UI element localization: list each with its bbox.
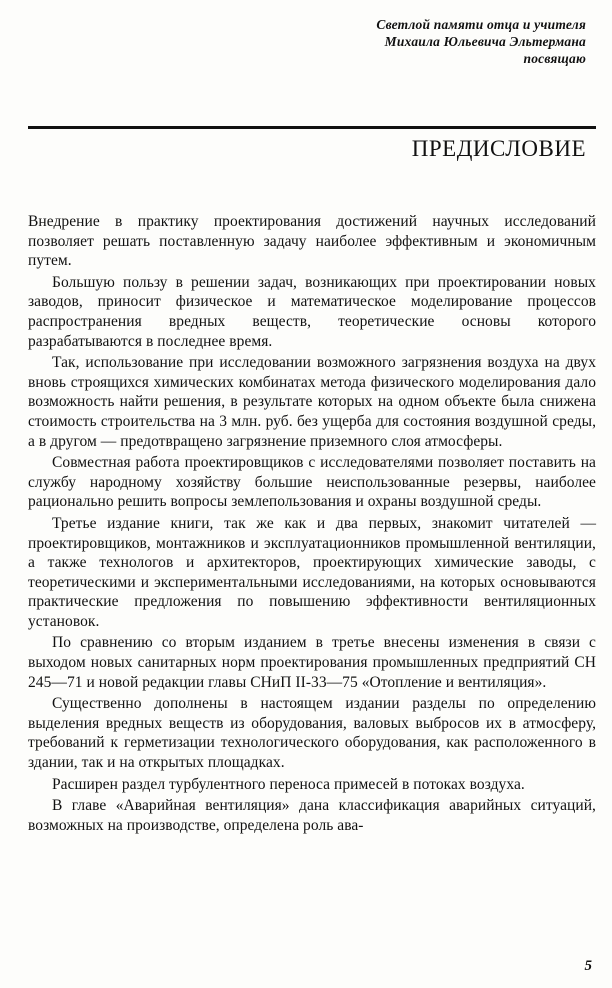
- dedication-line: посвящаю: [523, 51, 586, 66]
- page-number: 5: [584, 958, 592, 974]
- paragraph: Так, использование при исследовании возможного загрязнения воздуха на двух вновь строящихся химических комбинатах метода физического моделирования дало возможность найти решения, в результате которых на одном объекте была снижена стоимость строительства на 3 млн. руб. без ущерба для состояния воздушной среды, а в другом — предотвращено загрязнение приземного слоя атмосферы.: [28, 354, 596, 450]
- dedication: [226, 16, 586, 67]
- paragraph: В главе «Аварийная вентиляция» дана классификация аварийных ситуаций, возможных на производстве, определена роль ава-: [28, 797, 596, 834]
- body-text: [28, 212, 596, 837]
- paragraph: Расширен раздел турбулентного переноса примесей в потоках воздуха.: [52, 775, 525, 793]
- paragraph: Внедрение в практику проектирования достижений научных исследований позволяет решать поставленную задачу наиболее эффективным и экономичным путем.: [28, 213, 596, 270]
- dedication-line: Михаила Юльевича Эльтермана: [384, 34, 586, 49]
- paragraph: Существенно дополнены в настоящем издании разделы по определению выделения вредных веществ из оборудования, валовых выбросов их в атмосферу, требований к герметизации технологического оборудования, как расположенного в здании, так и на открытых площадках.: [28, 695, 596, 772]
- page-title: ПРЕДИСЛОВИЕ: [411, 136, 586, 161]
- paragraph: По сравнению со вторым изданием в третье внесены изменения в связи с выходом новых санитарных норм проектирования промышленных предприятий СН 245—71 и новой редакции главы СНиП II-33—75 «Отопление и вентиляция».: [28, 634, 596, 691]
- paragraph: Большую пользу в решении задач, возникающих при проектировании новых заводов, приносит физическое и математическое моделирование процессов распространения вредных веществ, теоретические основы которого разрабатываются в последнее время.: [28, 273, 596, 350]
- paragraph: Третье издание книги, так же как и два первых, знакомит читателей — проектировщиков, монтажников и эксплуатационников промышленной вентиляции, а также технологов и архитекторов, проектирующих химические заводы, с теоретическими и экспериментальными исследованиями, на которых основываются практические предложения по повышению эффективности вентиляционных установок.: [28, 514, 596, 630]
- dedication-line: Светлой памяти отца и учителя: [376, 17, 586, 32]
- paragraph: Совместная работа проектировщиков с исследователями позволяет поставить на службу народному хозяйству большие неиспользованные резервы, наиболее рационально решить вопросы землепользования и охраны воздушной среды.: [28, 454, 596, 511]
- horizontal-rule: [28, 126, 596, 129]
